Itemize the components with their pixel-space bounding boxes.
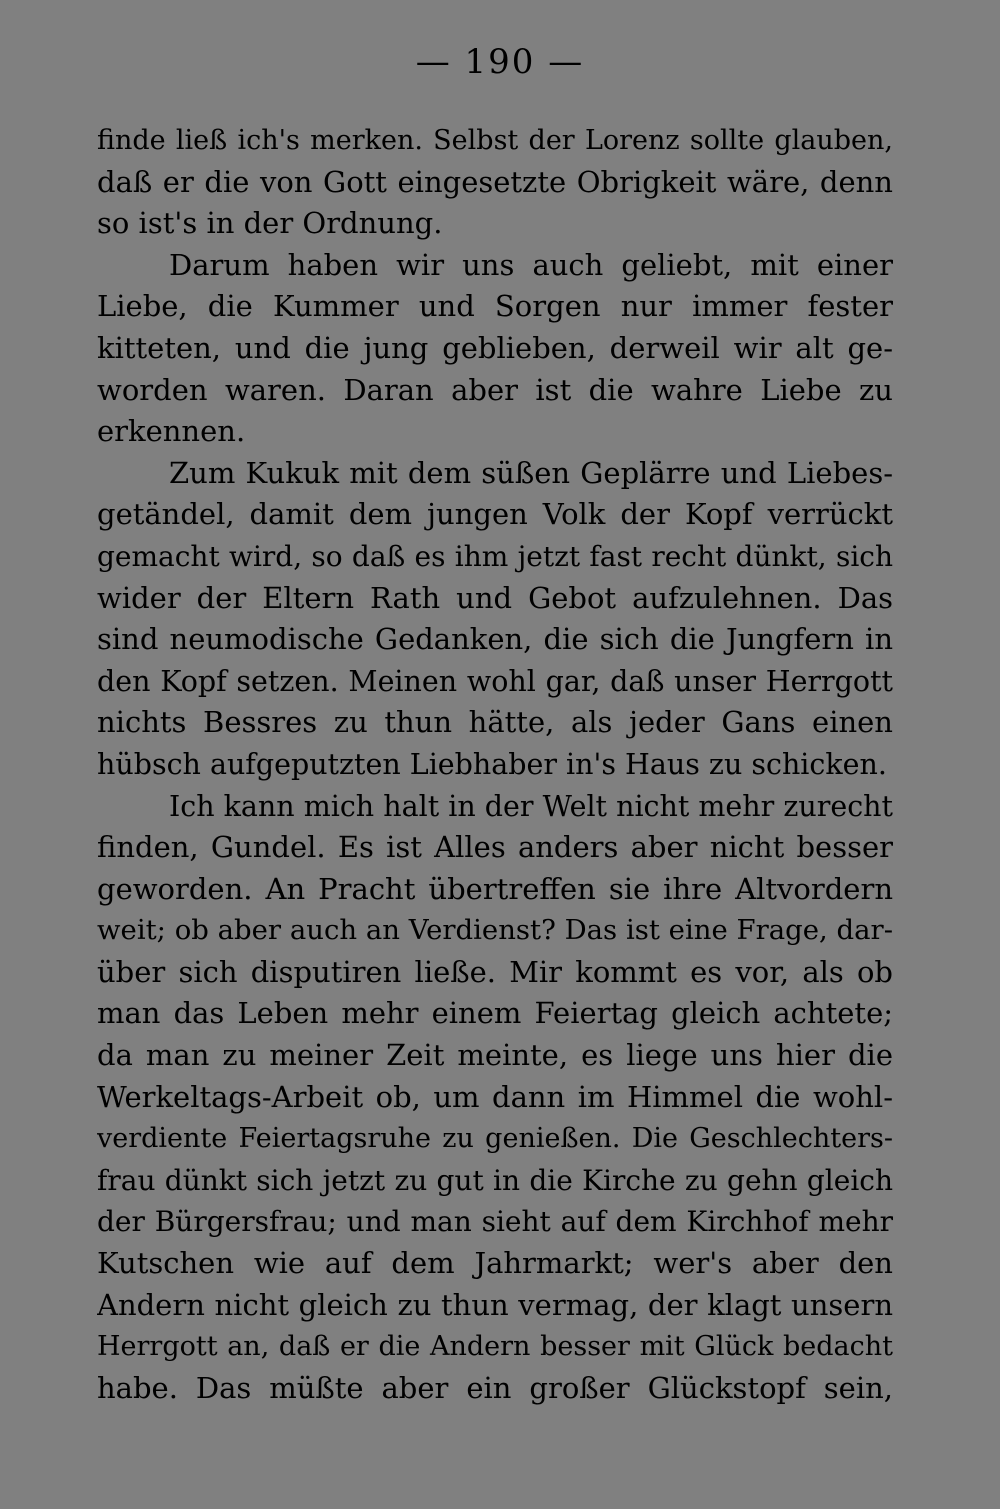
text-line: geworden. An Pracht übertreffen sie ihre Altvordern bbox=[97, 871, 893, 906]
text-line: getändel, damit dem jungen Volk der Kopf verrückt bbox=[97, 497, 893, 532]
text-line: der Bürgersfrau; und man sieht auf dem Kirchhof mehr bbox=[97, 1205, 893, 1239]
text-line: Zum Kukuk mit dem süßen Geplärre und Liebes- bbox=[169, 455, 893, 490]
text-line: so ist's in der Ordnung. bbox=[97, 206, 443, 241]
text-line: verdiente Feiertagsruhe zu genießen. Die Geschlechters- bbox=[97, 1123, 893, 1155]
text-line: Werkeltags-Arbeit ob, um dann im Himmel die wohl- bbox=[97, 1079, 893, 1114]
text-line: man das Leben mehr einem Feiertag gleich achtete; bbox=[97, 996, 893, 1031]
text-line: Herrgott an, daß er die Andern besser mit Glück bedacht bbox=[97, 1331, 893, 1363]
text-line: kitteten, und die jung geblieben, derweil wir alt ge- bbox=[97, 330, 893, 365]
text-line: weit; ob aber auch an Verdienst? Das ist eine Frage, dar- bbox=[97, 914, 893, 947]
body-text bbox=[97, 120, 893, 1409]
text-line: Darum haben wir uns auch geliebt, mit einer bbox=[169, 247, 893, 282]
text-line: finden, Gundel. Es ist Alles anders aber nicht besser bbox=[97, 830, 893, 865]
text-line: über sich disputiren ließe. Mir kommt es vor, als ob bbox=[97, 954, 893, 989]
text-line: sind neumodische Gedanken, die sich die Jungfern in bbox=[97, 622, 893, 657]
text-line: hübsch aufgeputzten Liebhaber in's Haus zu schicken. bbox=[97, 747, 887, 781]
text-line: erkennen. bbox=[97, 414, 246, 449]
text-line: habe. Das müßte aber ein großer Glückstopf sein, bbox=[97, 1370, 893, 1405]
text-line: finde ließ ich's merken. Selbst der Lorenz sollte glauben, bbox=[97, 125, 893, 156]
text-line: Ich kann mich halt in der Welt nicht mehr zurecht bbox=[169, 789, 893, 823]
text-line: da man zu meiner Zeit meinte, es liege uns hier die bbox=[97, 1038, 893, 1073]
text-line: Liebe, die Kummer und Sorgen nur immer fester bbox=[97, 289, 893, 324]
text-line: Kutschen wie auf dem Jahrmarkt; wer's aber den bbox=[97, 1246, 893, 1281]
page-number: — 190 — bbox=[415, 42, 585, 82]
text-line: worden waren. Daran aber ist die wahre Liebe zu bbox=[97, 372, 893, 407]
text-line: nichts Bessres zu thun hätte, als jeder Gans einen bbox=[97, 705, 893, 740]
text-line: frau dünkt sich jetzt zu gut in die Kirche zu gehn gleich bbox=[97, 1163, 893, 1197]
text-line: gemacht wird, so daß es ihm jetzt fast recht dünkt, sich bbox=[97, 539, 893, 573]
text-line: wider der Eltern Rath und Gebot aufzulehnen. Das bbox=[97, 580, 893, 615]
text-line: daß er die von Gott eingesetzte Obrigkeit wäre, denn bbox=[97, 164, 893, 199]
text-line: Andern nicht gleich zu thun vermag, der klagt unsern bbox=[97, 1287, 893, 1322]
text-line: den Kopf setzen. Meinen wohl gar, daß unser Herrgott bbox=[97, 664, 893, 698]
